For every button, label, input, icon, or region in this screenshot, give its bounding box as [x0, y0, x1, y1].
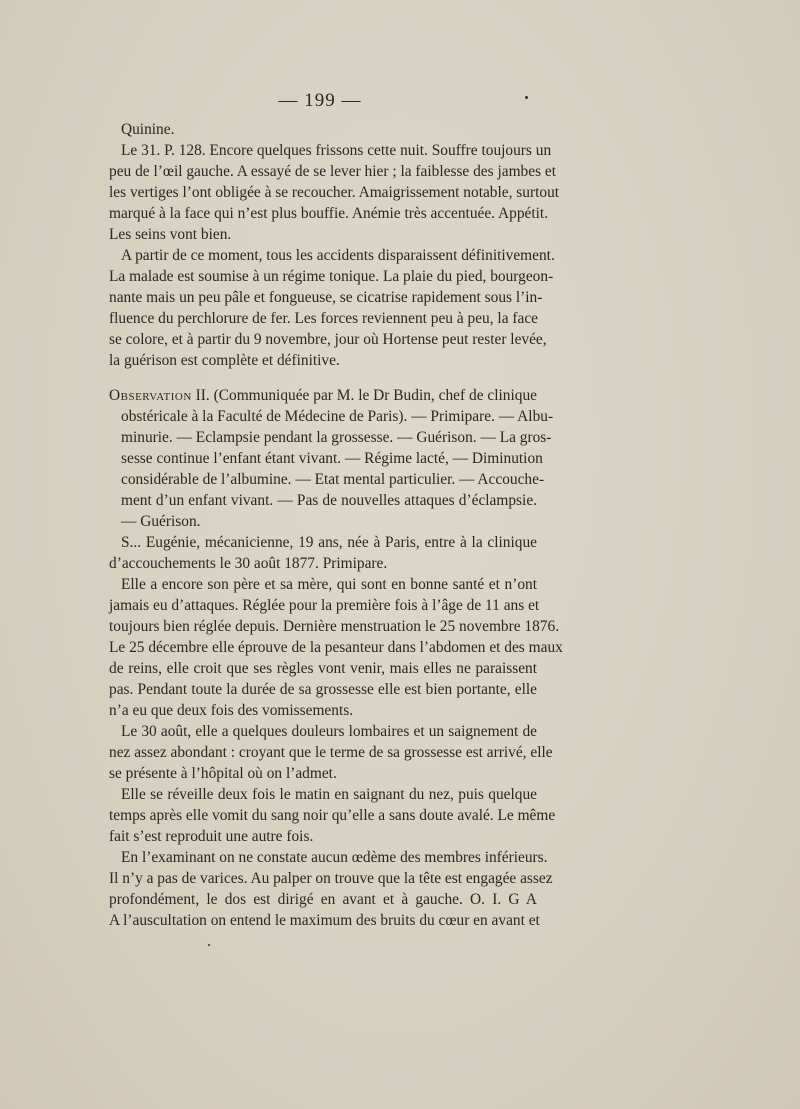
text-line: fluence du perchlorure de fer. Les forces reviennent peu à peu, la face	[109, 310, 538, 327]
text-line: jamais eu d’attaques. Réglée pour la première fois à l’âge de 11 ans et	[109, 597, 540, 614]
text-line: A partir de ce moment, tous les accidents disparaissent définitivement.	[121, 247, 555, 264]
text-line: la guérison est complète et définitive.	[109, 352, 340, 369]
text-line: toujours bien réglée depuis. Dernière menstruation le 25 novembre 1876.	[109, 618, 560, 635]
text-line: En l’examinant on ne constate aucun œdème des membres inférieurs.	[121, 849, 548, 866]
text-line: S... Eugénie, mécanicienne, 19 ans, née à Paris, entre à la clinique	[121, 534, 537, 551]
text-line: Il n’y a pas de varices. Au palper on trouve que la tête est engagée assez	[109, 870, 553, 887]
text-line: Les seins vont bien.	[109, 226, 232, 243]
ink-speck	[208, 944, 210, 946]
text-line: sesse continue l’enfant étant vivant. — Régime lacté, — Diminution	[121, 450, 543, 467]
text-line: profondément, le dos est dirigé en avant et à gauche. O. I. G A	[109, 891, 537, 908]
text-line: A l’auscultation on entend le maximum des bruits du cœur en avant et	[109, 912, 540, 929]
text-line: pas. Pendant toute la durée de sa grossesse elle est bien portante, elle	[109, 681, 537, 698]
text-line: de reins, elle croit que ses règles vont venir, mais elles ne paraissent	[109, 660, 537, 677]
text-line: les vertiges l’ont obligée à se recoucher. Amaigrissement notable, surtout	[109, 184, 560, 201]
text-line: considérable de l’albumine. — Etat mental particulier. — Accouche-	[121, 471, 545, 488]
text-line: Le 30 août, elle a quelques douleurs lombaires et un saignement de	[121, 723, 537, 740]
text-line: Elle se réveille deux fois le matin en saignant du nez, puis quelque	[121, 786, 537, 803]
paragraph-block-end-of-case	[109, 119, 560, 371]
text-line: La malade est soumise à un régime tonique. La plaie du pied, bourgeon-	[109, 268, 554, 285]
text-line: fait s’est reproduit une autre fois.	[109, 828, 314, 845]
text-line: minurie. — Eclampsie pendant la grossesse. — Guérison. — La gros-	[121, 429, 552, 446]
text-line: Le 25 décembre elle éprouve de la pesanteur dans l’abdomen et des maux	[109, 639, 563, 656]
paragraph-block-case-history	[109, 532, 563, 931]
text-line: temps après elle vomit du sang noir qu’elle a sans doute avalé. Le même	[109, 807, 556, 824]
text-line: nez assez abondant : croyant que le terme de sa grossesse est arrivé, elle	[109, 744, 553, 761]
text-line: peu de l’œil gauche. A essayé de se lever hier ; la faiblesse des jambes et	[109, 163, 557, 180]
observation-summary	[109, 385, 554, 532]
text-line: se colore, et à partir du 9 novembre, jour où Hortense peut rester levée,	[109, 331, 547, 348]
text-line: se présente à l’hôpital où on l’admet.	[109, 765, 337, 782]
text-line: Le 31. P. 128. Encore quelques frissons cette nuit. Souffre toujours un	[121, 142, 552, 159]
observation-title: II. (Communiquée par M. le Dr Budin, chef de clinique	[191, 387, 537, 404]
text-line: n’a eu que deux fois des vomissements.	[109, 702, 354, 719]
text-line: — Guérison.	[121, 513, 201, 530]
text-line: Elle a encore son père et sa mère, qui sont en bonne santé et n’ont	[121, 576, 537, 593]
text-line: d’accouchements le 30 août 1877. Primipare.	[109, 555, 388, 572]
text-line: nante mais un peu pâle et fongueuse, se cicatrise rapidement sous l’in-	[109, 289, 543, 306]
text-line: obstéricale à la Faculté de Médecine de Paris). — Primipare. — Albu-	[121, 408, 554, 425]
text-line: Quinine.	[121, 121, 175, 138]
text-line: ment d’un enfant vivant. — Pas de nouvelles attaques d’éclampsie.	[121, 492, 537, 509]
page-number: — 199 —	[278, 90, 362, 111]
text-line: marqué à la face qui n’est plus bouffie. Anémie très accentuée. Appétit.	[109, 205, 549, 222]
observation-heading: Observation	[109, 387, 192, 404]
observation-first-line	[109, 385, 537, 406]
ink-speck	[525, 96, 528, 99]
